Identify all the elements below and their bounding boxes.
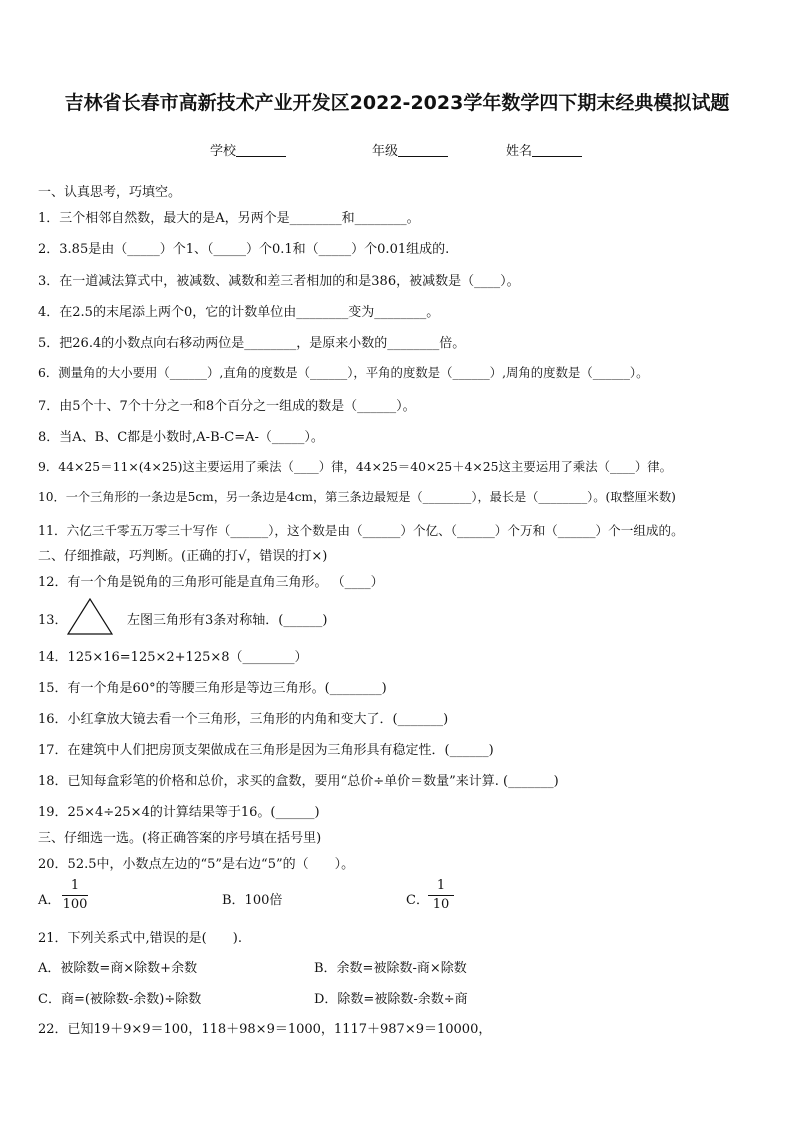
question-4: 4．在2.5的末尾添上两个0，它的计数单位由________变为________。 xyxy=(38,305,440,320)
q21-option-a[interactable]: A．被除数=商×除数+余数 xyxy=(38,961,198,976)
question-21: 21．下列关系式中,错误的是( ). xyxy=(38,931,242,946)
school-field xyxy=(210,140,286,159)
q20-option-a-label[interactable]: A． xyxy=(38,893,61,908)
fraction-bar xyxy=(62,895,88,896)
question-12: 12．有一个角是锐角的三角形可能是直角三角形。 （____） xyxy=(38,575,384,590)
q20-c-numerator: 1 xyxy=(436,878,446,893)
question-13-text: 左图三角形有3条对称轴．(______) xyxy=(127,613,328,628)
question-2: 2．3.85是由（_____）个1、（_____）个0.1和（_____）个0.01组成的. xyxy=(38,242,450,257)
q21-option-b[interactable]: B．余数=被除数-商×除数 xyxy=(314,961,467,976)
fraction-bar xyxy=(428,895,454,896)
grade-label: 年级 xyxy=(372,144,399,159)
question-19: 19．25×4÷25×4的计算结果等于16。(______) xyxy=(38,805,320,820)
q20-option-c-label[interactable]: C． xyxy=(406,893,429,908)
q20-a-denominator: 100 xyxy=(62,897,88,912)
question-16: 16．小红拿放大镜去看一个三角形，三角形的内角和变大了．(_______) xyxy=(38,712,449,727)
q21-option-d[interactable]: D．除数=被除数-余数÷商 xyxy=(314,992,468,1007)
name-field xyxy=(506,140,582,159)
question-5: 5．把26.4的小数点向右移动两位是________，是原来小数的________倍。 xyxy=(38,336,466,351)
question-3: 3．在一道减法算式中，被减数、减数和差三者相加的和是386，被减数是（____）。 xyxy=(38,274,520,289)
question-13-number: 13． xyxy=(38,613,68,628)
triangle-shape xyxy=(68,599,112,634)
name-blank[interactable] xyxy=(532,143,582,157)
section-1-heading: 一、认真思考，巧填空。 xyxy=(38,185,182,200)
question-14: 14．125×16=125×2+125×8（________） xyxy=(38,650,308,665)
question-20: 20．52.5中，小数点左边的“5”是右边“5”的（ ）。 xyxy=(38,857,355,872)
page-title: 吉林省长春市高新技术产业开发区2022-2023学年数学四下期末经典模拟试题 xyxy=(64,92,730,114)
name-label: 姓名 xyxy=(506,144,533,159)
question-15: 15．有一个角是60°的等腰三角形是等边三角形。(________) xyxy=(38,681,387,696)
q20-option-a-fraction xyxy=(62,878,88,913)
question-10: 10．一个三角形的一条边是5cm，另一条边是4cm，第三条边最短是（________），最长是（________）。(取整厘米数) xyxy=(38,490,676,504)
question-17: 17．在建筑中人们把房顶支架做成在三角形是因为三角形具有稳定性．(______) xyxy=(38,743,494,758)
question-11: 11．六亿三千零五万零三十写作（______），这个数是由（______）个亿、（______）个万和（______）个一组成的。 xyxy=(38,523,684,538)
question-9: 9．44×25＝11×(4×25)这主要运用了乘法（____）律，44×25＝40×25＋4×25这主要运用了乘法（____）律。 xyxy=(38,459,673,474)
question-7: 7．由5个十、7个十分之一和8个百分之一组成的数是（______）。 xyxy=(38,399,416,414)
section-3-heading: 三、仔细选一选。(将正确答案的序号填在括号里) xyxy=(38,831,322,846)
school-blank[interactable] xyxy=(236,143,286,157)
q20-option-b[interactable]: B．100倍 xyxy=(222,893,283,908)
q20-c-denominator: 10 xyxy=(432,897,450,912)
grade-blank[interactable] xyxy=(398,143,448,157)
question-1: 1．三个相邻自然数，最大的是A，另两个是________和________。 xyxy=(38,211,420,226)
triangle-figure xyxy=(66,597,114,637)
school-label: 学校 xyxy=(210,144,237,159)
question-6: 6．测量角的大小要用（______）,直角的度数是（______），平角的度数是（______）,周角的度数是（______）。 xyxy=(38,365,649,380)
q21-option-c[interactable]: C．商=(被除数-余数)÷除数 xyxy=(38,992,202,1007)
question-22: 22．已知19＋9×9＝100，118＋98×9＝1000，1117＋987×9＝10000， xyxy=(38,1022,492,1037)
q20-option-c-fraction xyxy=(428,878,454,913)
question-8: 8．当A、B、C都是小数时,A-B-C=A-（_____）。 xyxy=(38,430,324,445)
grade-field xyxy=(372,140,448,159)
question-18: 18．已知每盒彩笔的价格和总价，求买的盒数，要用“总价÷单价＝数量”来计算. (_______) xyxy=(38,774,559,789)
q20-a-numerator: 1 xyxy=(70,878,80,893)
section-2-heading: 二、仔细推敲，巧判断。(正确的打√，错误的打×) xyxy=(38,549,328,564)
